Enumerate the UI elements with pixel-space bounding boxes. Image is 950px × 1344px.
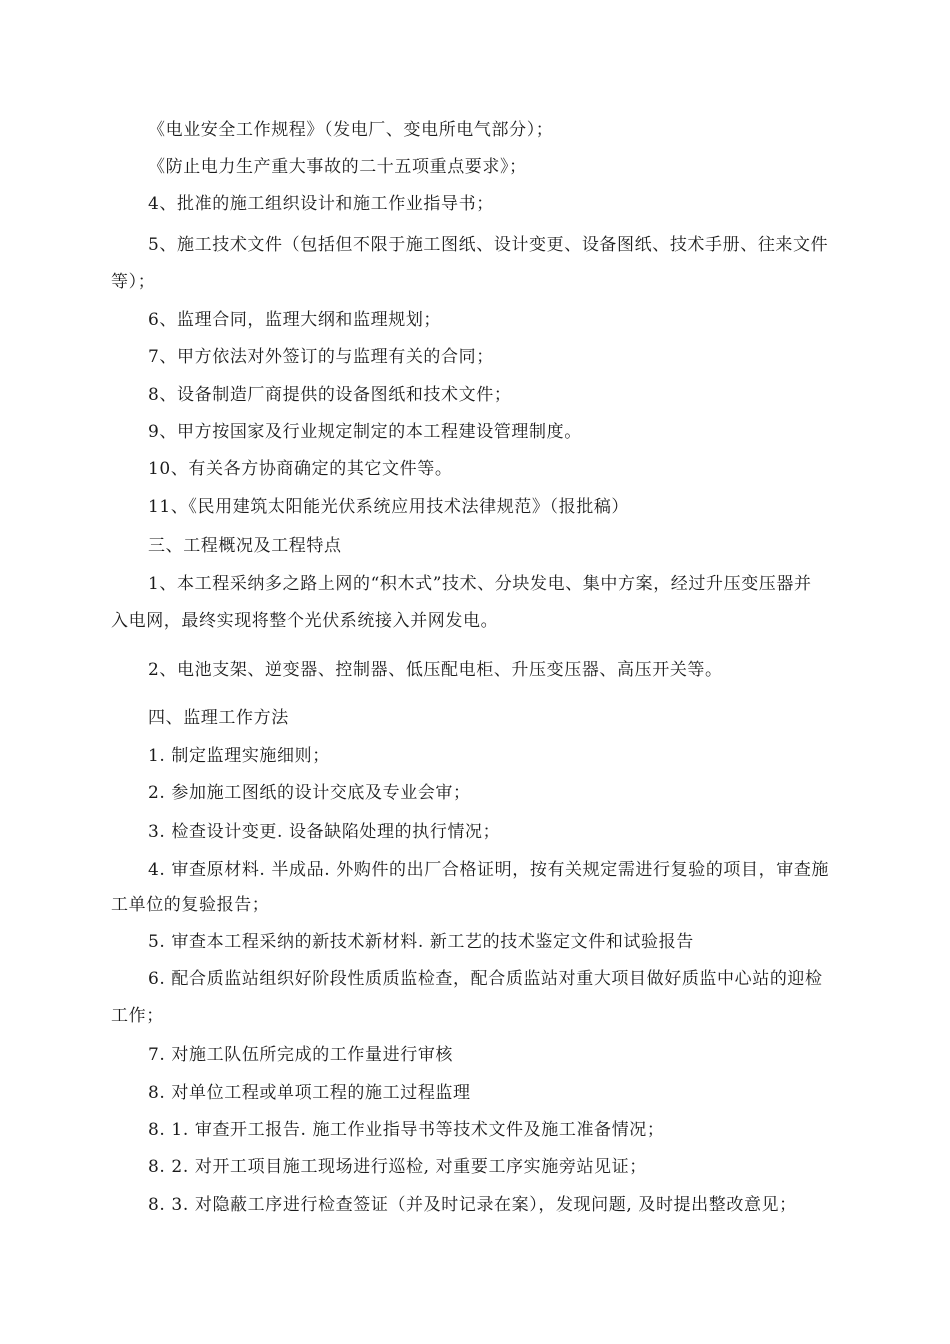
method-item-8-3: 8. 3. 对隐蔽工序进行检查签证（并及时记录在案），发现问题, 及时提出整改意见；: [148, 1195, 797, 1215]
method-item-8-2: 8. 2. 对开工项目施工现场进行巡检, 对重要工序实施旁站见证；: [148, 1157, 647, 1177]
method-item-8: 8. 对单位工程或单项工程的施工过程监理: [148, 1083, 471, 1103]
overview-item-2: 2、电池支架、逆变器、控制器、低压配电柜、升压变压器、高压开关等。: [148, 660, 723, 680]
method-item-3: 3. 检查设计变更. 设备缺陷处理的执行情况；: [148, 822, 501, 842]
method-item-7: 7. 对施工队伍所完成的工作量进行审核: [148, 1045, 454, 1065]
section-heading-4: 四、监理工作方法: [148, 708, 289, 728]
basis-item-4: 4、批准的施工组织设计和施工作业指导书；: [148, 194, 494, 214]
basis-item-6: 6、监理合同，监理大纲和监理规划；: [148, 310, 442, 330]
method-item-6-continued: 工作；: [111, 1006, 164, 1026]
method-item-4-continued: 工单位的复验报告；: [111, 895, 270, 915]
basis-item-5-continued: 等）；: [111, 272, 156, 292]
reference-safety-rules: 《电业安全工作规程》（发电厂、变电所电气部分）；: [148, 120, 554, 140]
basis-item-5: 5、施工技术文件（包括但不限于施工图纸、设计变更、设备图纸、技术手册、往来文件: [148, 235, 829, 255]
basis-item-8: 8、设备制造厂商提供的设备图纸和技术文件；: [148, 385, 512, 405]
section-heading-3: 三、工程概况及工程特点: [148, 536, 342, 556]
method-item-2: 2. 参加施工图纸的设计交底及专业会审；: [148, 783, 471, 803]
method-item-6: 6. 配合质监站组织好阶段性质质监检查，配合质监站对重大项目做好质监中心站的迎检: [148, 969, 823, 989]
basis-item-7: 7、甲方依法对外签订的与监理有关的合同；: [148, 347, 494, 367]
overview-item-1-continued: 入电网，最终实现将整个光伏系统接入并网发电。: [111, 611, 499, 631]
method-item-1: 1. 制定监理实施细则；: [148, 746, 330, 766]
method-item-8-1: 8. 1. 审查开工报告. 施工作业指导书等技术文件及施工准备情况；: [148, 1120, 665, 1140]
reference-accident-prevention: 《防止电力生产重大事故的二十五项重点要求》；: [148, 157, 527, 177]
basis-item-9: 9、甲方按国家及行业规定制定的本工程建设管理制度。: [148, 422, 582, 442]
basis-item-11: 11、《民用建筑太阳能光伏系统应用技术法律规范》（报批稿）: [148, 497, 630, 517]
basis-item-10: 10、有关各方协商确定的其它文件等。: [148, 459, 453, 479]
overview-item-1: 1、本工程采纳多之路上网的“积木式”技术、分块发电、集中方案，经过升压变压器并: [148, 574, 812, 594]
method-item-4: 4. 审查原材料. 半成品. 外购件的出厂合格证明，按有关规定需进行复验的项目，审查施: [148, 860, 830, 880]
method-item-5: 5. 审查本工程采纳的新技术新材料. 新工艺的技术鉴定文件和试验报告: [148, 932, 694, 952]
